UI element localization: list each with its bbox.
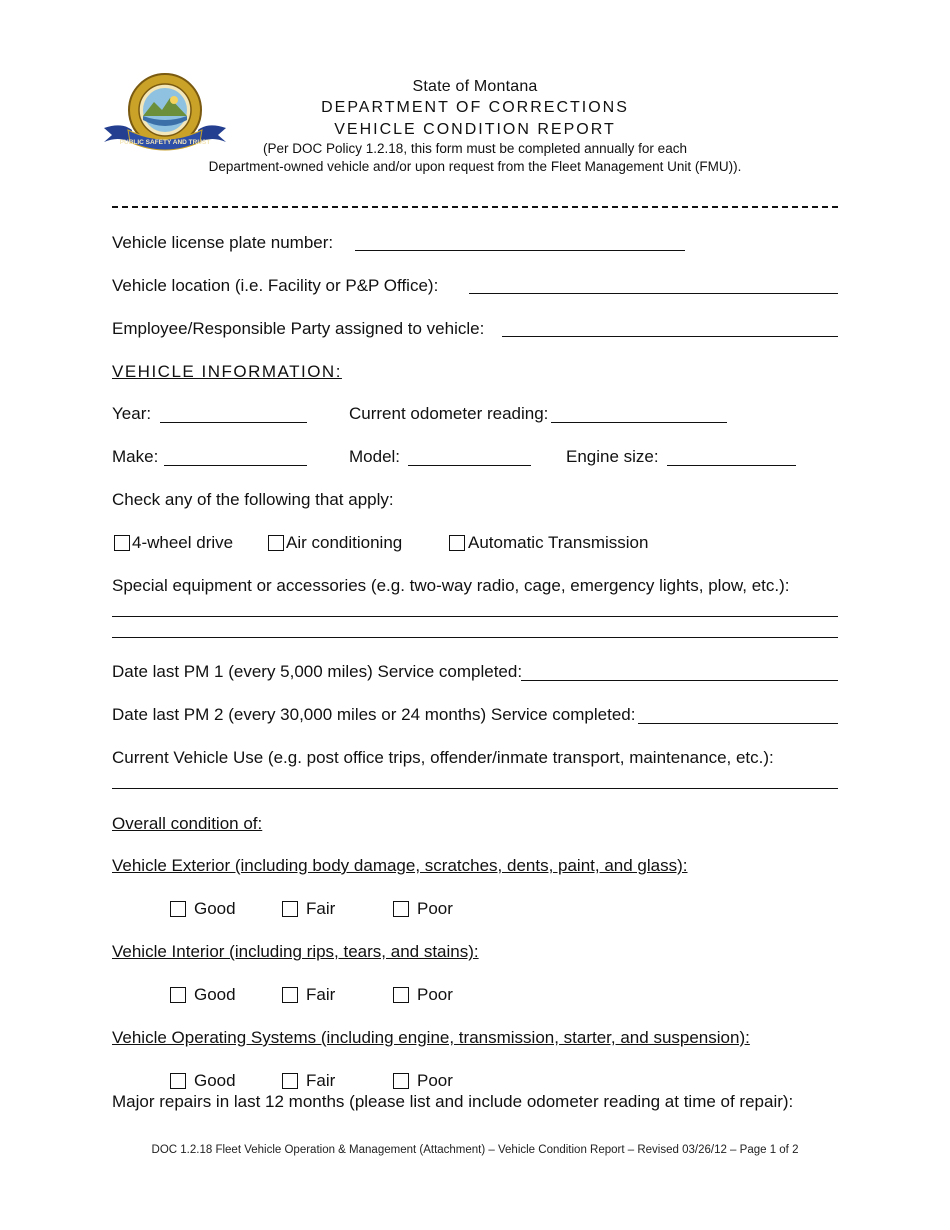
license-plate-field[interactable]	[355, 250, 685, 251]
pm2-label: Date last PM 2 (every 30,000 miles or 24 months) Service completed:	[112, 705, 636, 724]
model-label: Model:	[349, 447, 401, 466]
check-prompt: Check any of the following that apply:	[112, 490, 394, 509]
policy-note-line2: Department-owned vehicle and/or upon request from the Fleet Management Unit (FMU)).	[208, 159, 742, 174]
vehicle-information-heading: VEHICLE INFORMATION:	[112, 362, 342, 381]
air-conditioning-label: Air conditioning	[286, 533, 403, 552]
overall-condition-heading: Overall condition of:	[112, 814, 263, 833]
operating-systems-good-checkbox[interactable]	[170, 1073, 186, 1089]
exterior-poor-checkbox[interactable]	[393, 901, 409, 917]
automatic-transmission-checkbox[interactable]	[449, 535, 465, 551]
year-field[interactable]	[160, 422, 307, 423]
operating-systems-condition-label: Vehicle Operating Systems (including engine, transmission, starter, and suspension):	[112, 1028, 750, 1047]
automatic-transmission-label: Automatic Transmission	[468, 533, 649, 552]
exterior-good-label: Good	[194, 899, 236, 918]
exterior-fair-checkbox[interactable]	[282, 901, 298, 917]
exterior-good-checkbox[interactable]	[170, 901, 186, 917]
engine-size-field[interactable]	[667, 465, 796, 466]
operating-systems-fair-label: Fair	[306, 1071, 336, 1090]
make-field[interactable]	[164, 465, 307, 466]
state-title: State of Montana	[412, 78, 538, 95]
exterior-fair-label: Fair	[306, 899, 336, 918]
interior-condition-label: Vehicle Interior (including rips, tears, and stains):	[112, 942, 479, 961]
make-label: Make:	[112, 447, 159, 466]
vehicle-location-label: Vehicle location (i.e. Facility or P&P Office):	[112, 276, 439, 295]
odometer-label: Current odometer reading:	[349, 404, 549, 423]
exterior-poor-label: Poor	[417, 899, 453, 918]
header-divider	[112, 206, 838, 208]
engine-size-label: Engine size:	[566, 447, 659, 466]
pm1-label: Date last PM 1 (every 5,000 miles) Service completed:	[112, 662, 523, 681]
interior-poor-checkbox[interactable]	[393, 987, 409, 1003]
policy-note-line1: (Per DOC Policy 1.2.18, this form must be completed annually for each	[263, 141, 687, 156]
air-conditioning-checkbox[interactable]	[268, 535, 284, 551]
model-field[interactable]	[408, 465, 531, 466]
odometer-field[interactable]	[551, 422, 727, 423]
report-title: VEHICLE CONDITION REPORT	[334, 121, 616, 138]
vehicle-location-field[interactable]	[469, 293, 838, 294]
operating-systems-fair-checkbox[interactable]	[282, 1073, 298, 1089]
license-plate-label: Vehicle license plate number:	[112, 233, 334, 252]
page-footer: DOC 1.2.18 Fleet Vehicle Operation & Management (Attachment) – Vehicle Condition Report – Revised 03/26/12 – Page 1 of 2	[151, 1144, 799, 1156]
special-equipment-field-line2[interactable]	[112, 637, 838, 638]
vehicle-use-field[interactable]	[112, 788, 838, 789]
vehicle-use-label: Current Vehicle Use (e.g. post office trips, offender/inmate transport, maintenance, etc.):	[112, 748, 774, 767]
year-label: Year:	[112, 404, 152, 423]
four-wheel-drive-checkbox[interactable]	[114, 535, 130, 551]
pm1-field[interactable]	[521, 680, 838, 681]
four-wheel-drive-label: 4-wheel drive	[132, 533, 234, 552]
operating-systems-good-label: Good	[194, 1071, 236, 1090]
exterior-condition-label: Vehicle Exterior (including body damage, scratches, dents, paint, and glass):	[112, 856, 688, 875]
employee-label: Employee/Responsible Party assigned to vehicle:	[112, 319, 485, 338]
major-repairs-label: Major repairs in last 12 months (please list and include odometer reading at time of repair):	[112, 1092, 794, 1111]
interior-fair-label: Fair	[306, 985, 336, 1004]
operating-systems-poor-checkbox[interactable]	[393, 1073, 409, 1089]
interior-good-checkbox[interactable]	[170, 987, 186, 1003]
special-equipment-label: Special equipment or accessories (e.g. two-way radio, cage, emergency lights, plow, etc.):	[112, 576, 790, 595]
special-equipment-field-line1[interactable]	[112, 616, 838, 617]
interior-good-label: Good	[194, 985, 236, 1004]
operating-systems-poor-label: Poor	[417, 1071, 453, 1090]
department-title: DEPARTMENT OF CORRECTIONS	[321, 99, 629, 116]
svg-text:PUBLIC SAFETY AND TRUST: PUBLIC SAFETY AND TRUST	[119, 139, 211, 146]
interior-poor-label: Poor	[417, 985, 453, 1004]
interior-fair-checkbox[interactable]	[282, 987, 298, 1003]
pm2-field[interactable]	[638, 723, 838, 724]
employee-field[interactable]	[502, 336, 838, 337]
